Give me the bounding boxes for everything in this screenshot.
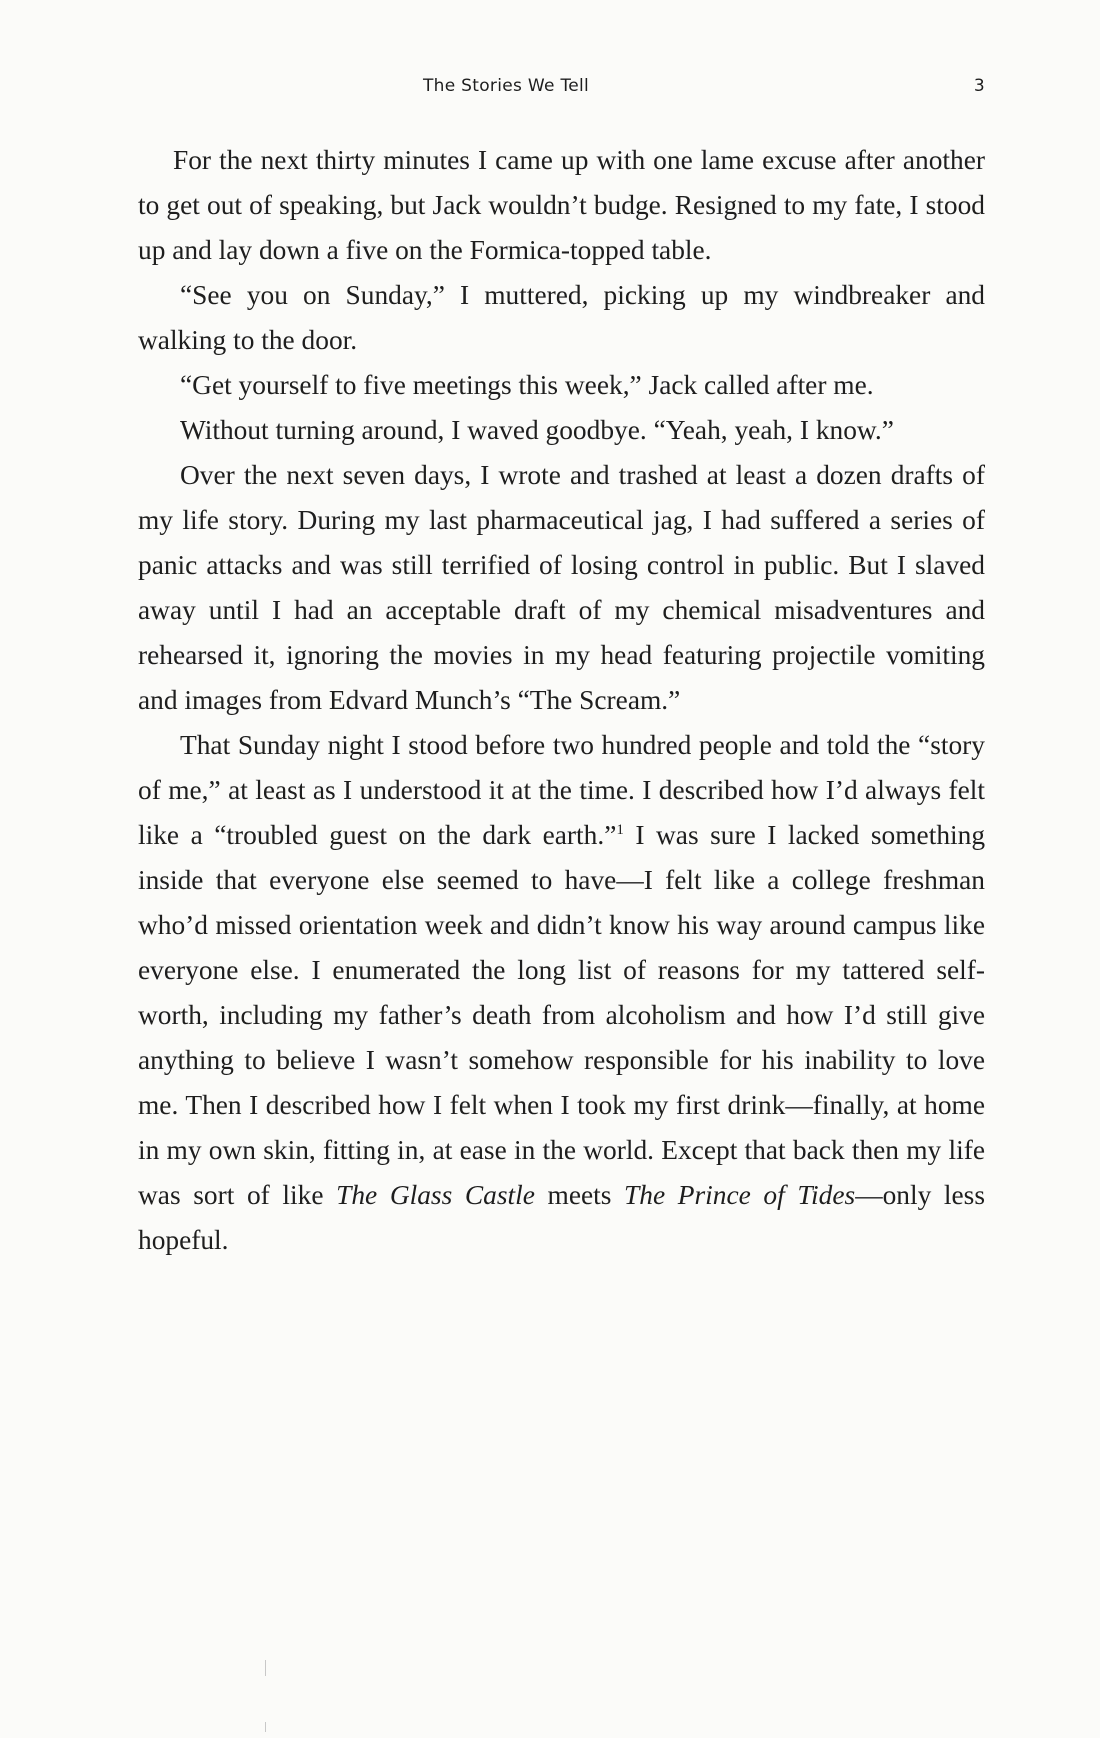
body-text — [138, 138, 985, 1263]
scan-mark — [265, 1722, 266, 1732]
paragraph-6-part-b: I was sure I lacked something inside that everyone else seemed to have—I felt like a college freshman who’d missed orientation week and didn’t know his way around campus like everyone else. I enumerated the long list of reasons for my tattered self-worth, including my father’s death from alcoholism and how I’d still give anything to believe I wasn’t somehow responsible for his inability to love me. Then I described how I felt when I took my first drink—finally, at home in my own skin, fitting in, at ease in the world. Except that back then my life was sort of like — [138, 820, 986, 1210]
paragraph-2: “See you on Sunday,” I muttered, picking up my windbreaker and walking to the door. — [138, 280, 985, 355]
footnote-marker: 1 — [616, 821, 624, 838]
paragraph-6-part-c: meets — [534, 1180, 625, 1210]
paragraph-6-part-d: —only less hopeful. — [138, 1180, 985, 1255]
book-title-prince-of-tides: The Prince of Tides — [624, 1180, 856, 1210]
paragraph-1: For the next thirty minutes I came up with one lame excuse after another to get out of speaking, but Jack wouldn’t budge. Resigned to my fate, I stood up and lay down a five on the Formica-topped table. — [138, 145, 985, 265]
book-title-glass-castle: The Glass Castle — [336, 1180, 535, 1210]
scan-mark — [265, 1660, 266, 1676]
paragraph-4: Without turning around, I waved goodbye. “Yeah, yeah, I know.” — [180, 415, 894, 445]
paragraph-6 — [138, 723, 985, 1263]
paragraph-3: “Get yourself to five meetings this week,” Jack called after me. — [180, 370, 874, 400]
paragraph-5: Over the next seven days, I wrote and trashed at least a dozen drafts of my life story. During my last pharmaceutical jag, I had suffered a series of panic attacks and was still terrified of losing control in public. But I slaved away until I had an acceptable draft of my chemical misadventures and rehearsed it, ignoring the movies in my head featuring projectile vomiting and images from Edvard Munch’s “The Scream.” — [138, 460, 985, 715]
running-title: The Stories We Tell — [422, 76, 590, 96]
page-number: 3 — [973, 76, 985, 96]
paragraph-6-part-a: That Sunday night I stood before two hundred people and told the “story of me,” at least as I understood it at the time. I described how I’d always felt like a “troubled guest on the dark earth.” — [138, 730, 985, 850]
